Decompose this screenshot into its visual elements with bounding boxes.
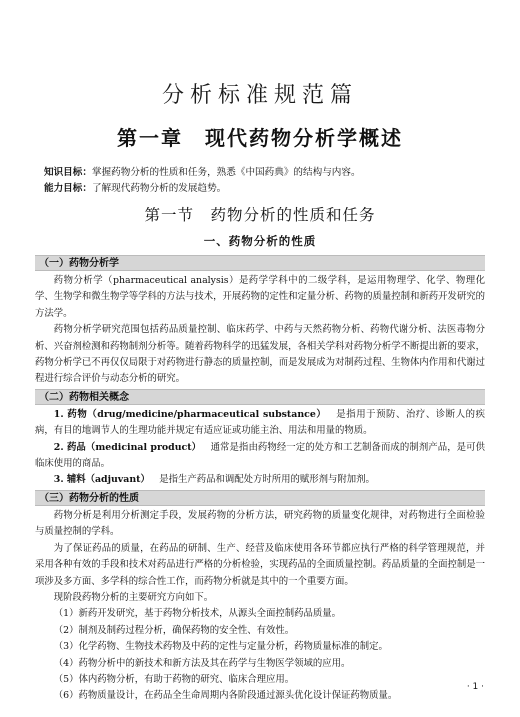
main-content xyxy=(35,254,485,705)
objective-text: 了解现代药物分析的发展趋势。 xyxy=(91,183,227,194)
block-heading-pharmaceutical-analysis: （一）药物分析学 xyxy=(35,255,485,271)
paragraph: 药物分析学研究范围包括药品质量控制、临床药学、中药与天然药物分析、药物代谢分析、法医毒物分析、兴奋剂检测和药物制剂分析等。随着药物科学的迅猛发展，各相关学科对药物分析学不断提出新的要求，药物分析学已不再仅仅局限于对药物进行静态的质量控制，而是发展成为对制药过程、生物体内作用和代谢过程进行综合评价与动态分析的研究。 xyxy=(35,324,486,385)
research-directions-list xyxy=(35,606,485,704)
paragraph: 现阶段药物分析的主要研究方向如下。 xyxy=(53,591,214,603)
list-item: （2）制剂及制药过程分析，确保药物的安全性、有效性。 xyxy=(53,624,295,636)
list-item: （6）药物质量设计，在药品全生命周期内各阶段通过源头优化设计保证药物质量。 xyxy=(53,690,398,702)
section-title: 第一节 药物分析的性质和任务 xyxy=(144,206,376,224)
objective-label: 能力目标： xyxy=(44,183,92,194)
paragraph: 药物分析是利用分析测定手段，发展药物的分析方法，研究药物的质量变化规律，对药物进行全面检验与质量控制的学科。 xyxy=(35,509,485,538)
block-heading-nature: （三）药物分析的性质 xyxy=(35,490,485,506)
objective-text: 掌握药物分析的性质和任务，熟悉《中国药典》的结构与内容。 xyxy=(91,167,361,178)
paragraph: 为了保证药品的质量，在药品的研制、生产、经营及临床使用各环节都应执行严格的科学管理规范，并采用各种有效的手段和技术对药品进行严格的分析检验，实现药品的全面质量控制。药品质量的全面控制是一项涉及多方面、多学科的综合性工作，而药物分析就是其中的一个重要方面。 xyxy=(35,542,486,587)
term-name: 3. 辅料（adjuvant） xyxy=(53,474,150,486)
term-text: 是指用于预防、治疗、诊断人的疾病，有目的地调节人的生理功能并规定有适应证或功能主治、用法和用量的物质。 xyxy=(35,408,485,437)
term-name: 2. 药品（medicinal product） xyxy=(53,441,202,453)
objective-ability xyxy=(44,181,484,197)
learning-objectives xyxy=(44,165,484,197)
list-item: （5）体内药物分析，有助于药物的研究、临床合理应用。 xyxy=(53,673,295,685)
term-medicinal-product xyxy=(35,440,485,473)
page-number: · 1 · xyxy=(466,682,484,692)
list-item: （4）药物分析中的新技术和新方法及其在药学与生物医学领域的应用。 xyxy=(53,657,351,669)
chapter-title: 第一章 现代药物分析学概述 xyxy=(117,126,403,150)
objective-knowledge xyxy=(44,165,484,181)
objective-label: 知识目标： xyxy=(44,167,92,178)
paragraph: 药物分析学（pharmaceutical analysis）是药学学科中的二级学科，是运用物理学、化学、物理化学、生物学和微生物学等学科的方法与技术，开展药物的定性和定量分析、药物的质量控制和新药开发研究的方法学。 xyxy=(35,275,486,319)
term-text: 是指生产药品和调配处方时所用的赋形剂与附加剂。 xyxy=(159,474,375,486)
term-text: 通常是指由药物经一定的处方和工艺制备而成的制剂产品，是可供临床使用的商品。 xyxy=(35,441,485,470)
subsection-title: 一、药物分析的性质 xyxy=(203,234,317,248)
term-name: 1. 药物（drug/medicine/pharmaceutical substance） xyxy=(53,408,327,420)
term-adjuvant xyxy=(35,472,485,488)
block-heading-related-concepts: （二）药物相关概念 xyxy=(35,389,485,405)
list-item: （3）化学药物、生物技术药物及中药的定性与定量分析，药物质量标准的制定。 xyxy=(53,641,388,653)
term-drug xyxy=(35,407,485,440)
part-title: 分析标准规范篇 xyxy=(161,83,358,108)
list-item: （1）新药开发研究，基于药物分析技术，从源头全面控制药品质量。 xyxy=(53,608,342,620)
